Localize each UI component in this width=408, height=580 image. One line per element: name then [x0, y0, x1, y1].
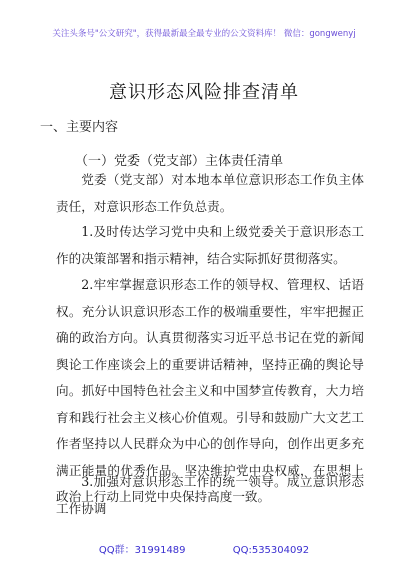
- footer-qq-group: QQ群：31991489: [98, 545, 186, 556]
- header-note: 关注头条号"公文研究"，获得最新最全最专业的公文资料库！ 微信：gongwenyj: [52, 29, 356, 39]
- sub-heading: （一）党委（党支部）主体责任清单: [75, 154, 284, 169]
- paragraph-item-3: 3.加强对意识形态工作的统一领导。成立意识形态工作协调: [56, 474, 364, 516]
- paragraph-item-1: 1.及时传达学习党中央和上级党委关于意识形态工作的决策部署和指示精神，结合实际抓好贯彻落实。: [56, 224, 364, 266]
- paragraph-intro: 党委（党支部）对本地本单位意识形态工作负主体责任，对意识形态工作负总责。: [56, 172, 364, 214]
- footer: [0, 541, 408, 556]
- section-heading: 一、主要内容: [40, 120, 119, 135]
- footer-qq: QQ:535304092: [232, 545, 310, 556]
- document-title: 意识形态风险排查清单: [109, 82, 299, 103]
- paragraph-item-2: 2.牢牢掌握意识形态工作的领导权、管理权、话语权。充分认识意识形态工作的极端重要性，牢牢把握正确的政治方向。认真贯彻落实习近平总书记在党的新闻舆论工作座谈会上的重要讲话精神，坚持正确的舆论导向。抓好中国特色社会主义和中国梦宣传教育，大力培育和践行社会主义核心价值观。引导和鼓励广大文艺工作者坚持以人民群众为中心的创作导向，创作出更多充满正能量的优秀作品。坚决维护党中央权威，在思想上政治上行动上同党中央保持高度一致。: [56, 277, 364, 504]
